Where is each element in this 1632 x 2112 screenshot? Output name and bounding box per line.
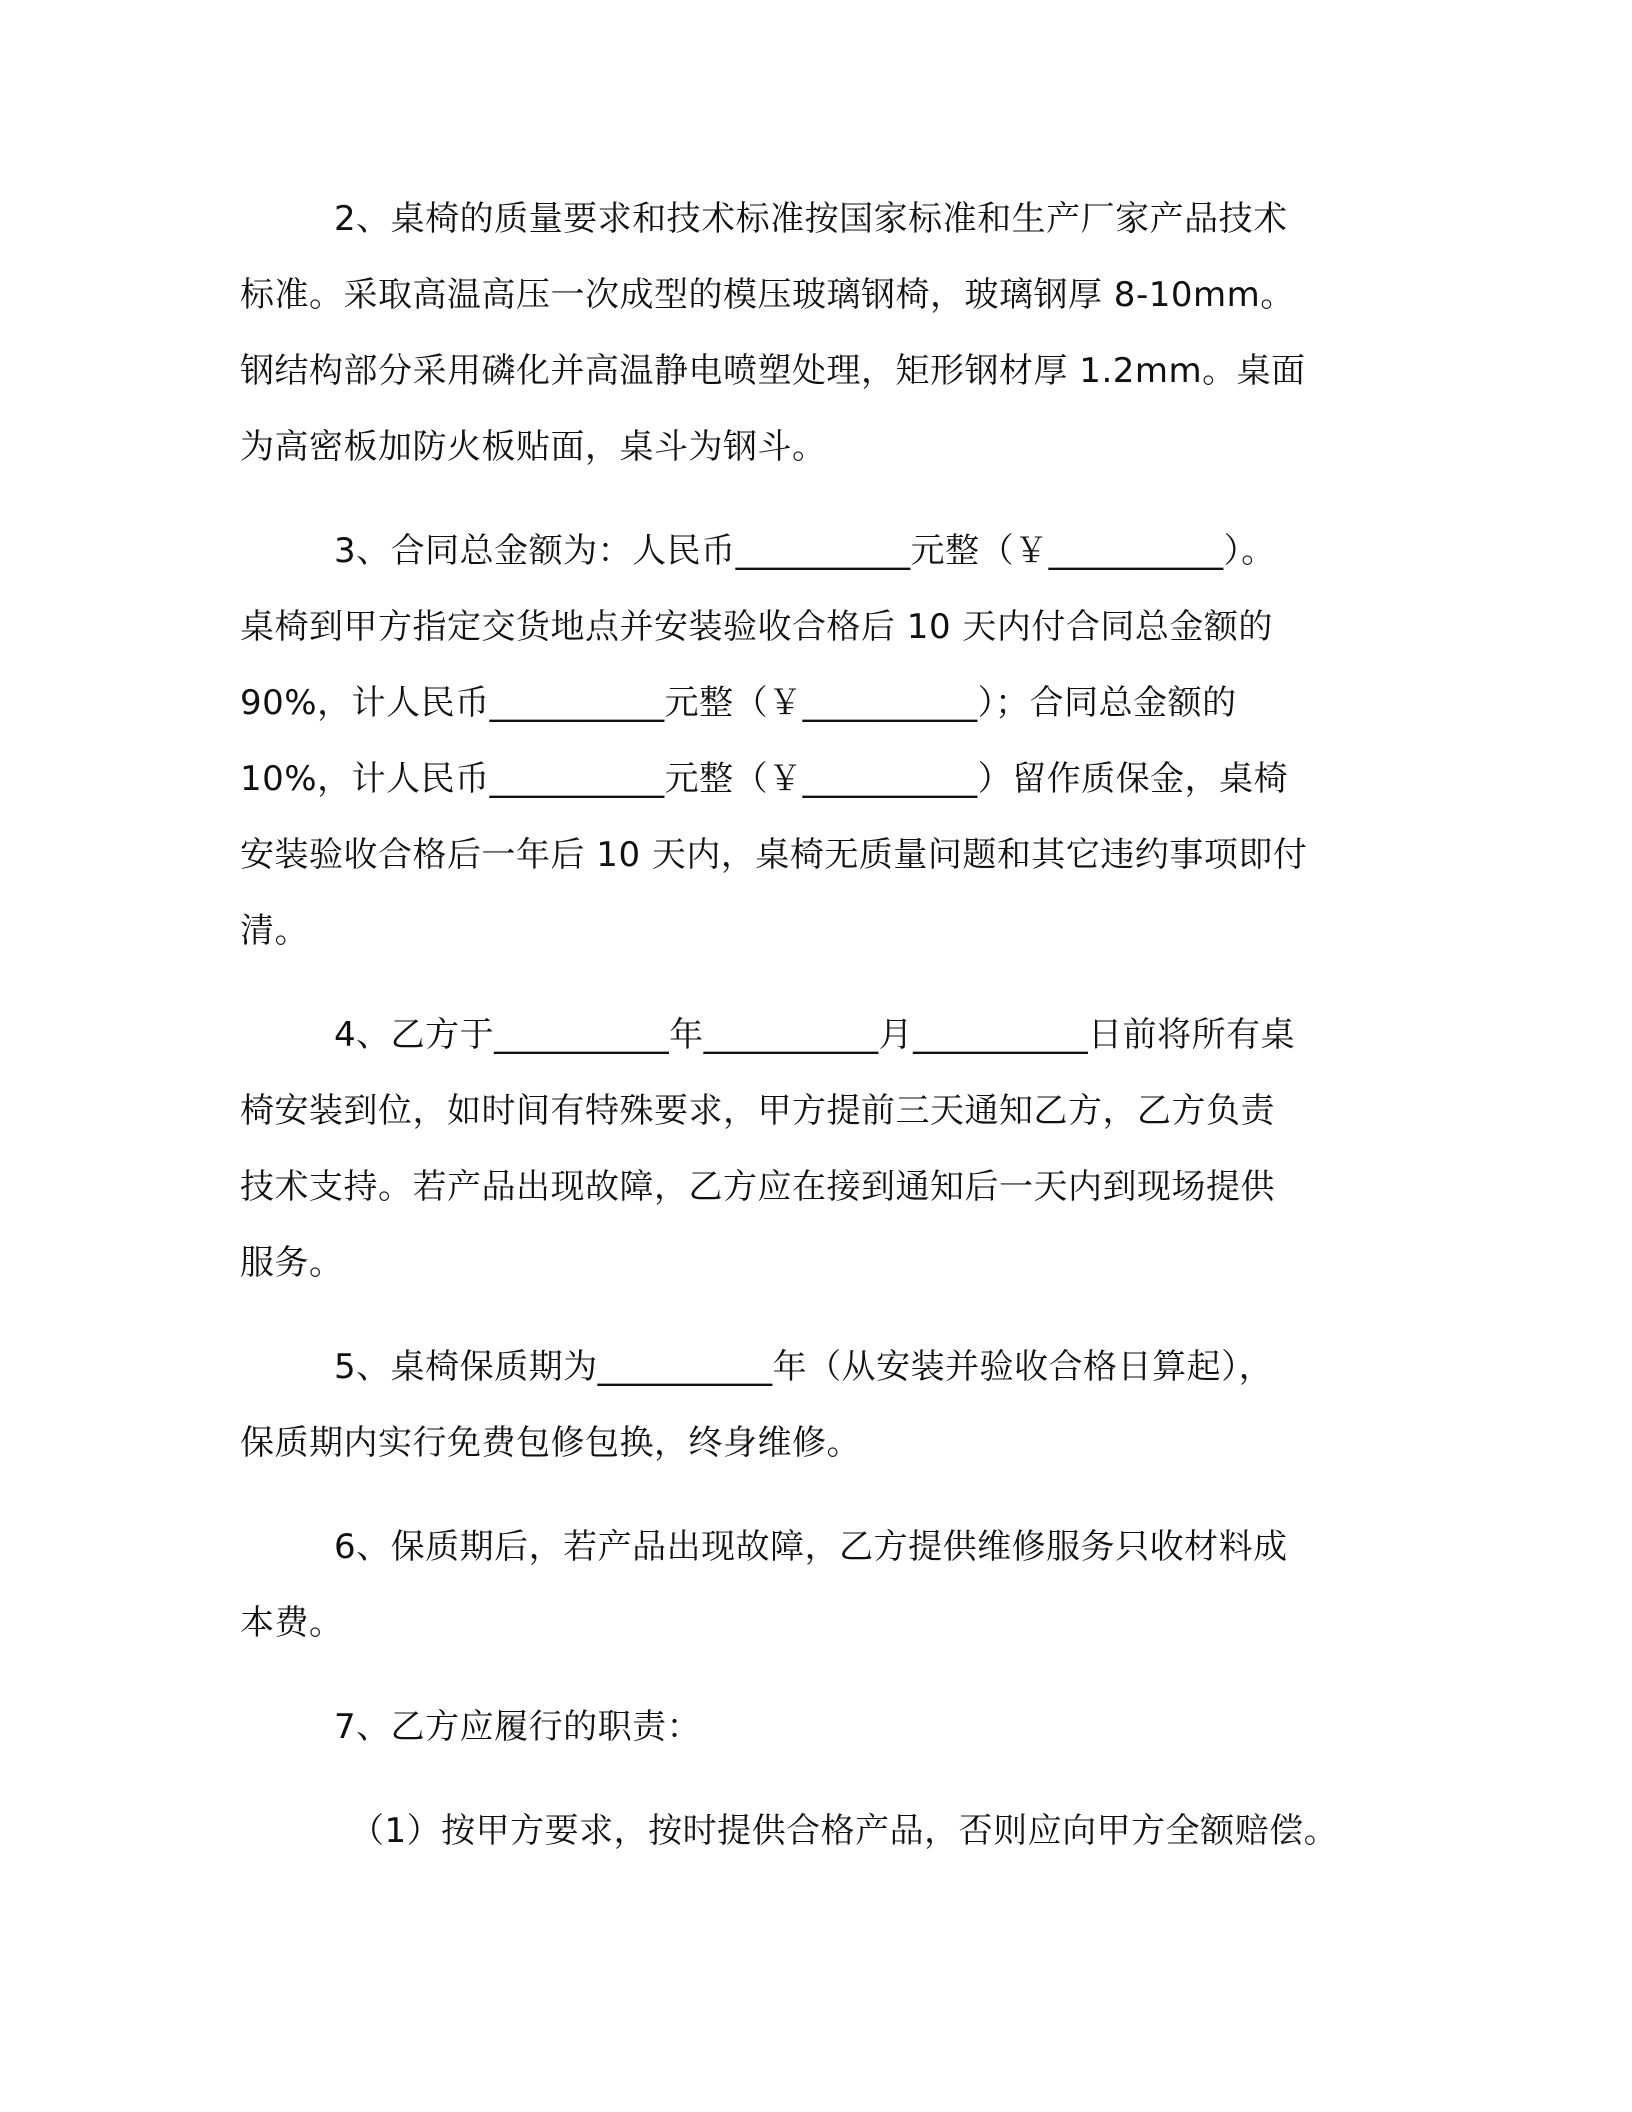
paragraph-5-line-1: 5、桌椅保质期为__________年（从安装并验收合格日算起）， xyxy=(334,1347,1274,1387)
paragraph-6-line-2: 本费。 xyxy=(240,1603,344,1643)
paragraph-3-line-6: 清。 xyxy=(240,911,309,951)
paragraph-5-line-2: 保质期内实行免费包修包换，终身维修。 xyxy=(240,1423,861,1463)
paragraph-7-item-1: （1）按甲方要求，按时提供合格产品，否则应向甲方全额赔偿。 xyxy=(350,1811,1339,1851)
paragraph-2-line-1: 2、桌椅的质量要求和技术标准按国家标准和生产厂家产品技术 xyxy=(334,199,1288,239)
paragraph-3-line-1: 3、合同总金额为：人民币__________元整（￥__________）。 xyxy=(334,531,1276,571)
paragraph-3-line-5: 安装验收合格后一年后 10 天内，桌椅无质量问题和其它违约事项即付 xyxy=(240,835,1308,875)
paragraph-3-line-2: 桌椅到甲方指定交货地点并安装验收合格后 10 天内付合同总金额的 xyxy=(240,607,1273,647)
paragraph-4-line-3: 技术支持。若产品出现故障，乙方应在接到通知后一天内到现场提供 xyxy=(240,1167,1275,1207)
paragraph-4-line-2: 椅安装到位，如时间有特殊要求，甲方提前三天通知乙方，乙方负责 xyxy=(240,1091,1275,1131)
paragraph-6-line-1: 6、保质期后，若产品出现故障，乙方提供维修服务只收材料成 xyxy=(334,1527,1288,1567)
paragraph-3-line-4: 10%，计人民币__________元整（￥__________）留作质保金，桌椅 xyxy=(240,759,1289,799)
paragraph-2-line-2: 标准。采取高温高压一次成型的模压玻璃钢椅，玻璃钢厚 8-10mm。 xyxy=(240,275,1295,315)
paragraph-2-line-4: 为高密板加防火板贴面，桌斗为钢斗。 xyxy=(240,427,827,467)
paragraph-2-line-3: 钢结构部分采用磷化并高温静电喷塑处理，矩形钢材厚 1.2mm。桌面 xyxy=(240,351,1306,391)
paragraph-4-line-1: 4、乙方于__________年__________月__________日前将所有桌 xyxy=(334,1015,1296,1055)
paragraph-4-line-4: 服务。 xyxy=(240,1243,344,1283)
paragraph-3-line-3: 90%，计人民币__________元整（￥__________）；合同总金额的 xyxy=(240,683,1237,723)
paragraph-7-heading: 7、乙方应履行的职责： xyxy=(334,1707,702,1747)
